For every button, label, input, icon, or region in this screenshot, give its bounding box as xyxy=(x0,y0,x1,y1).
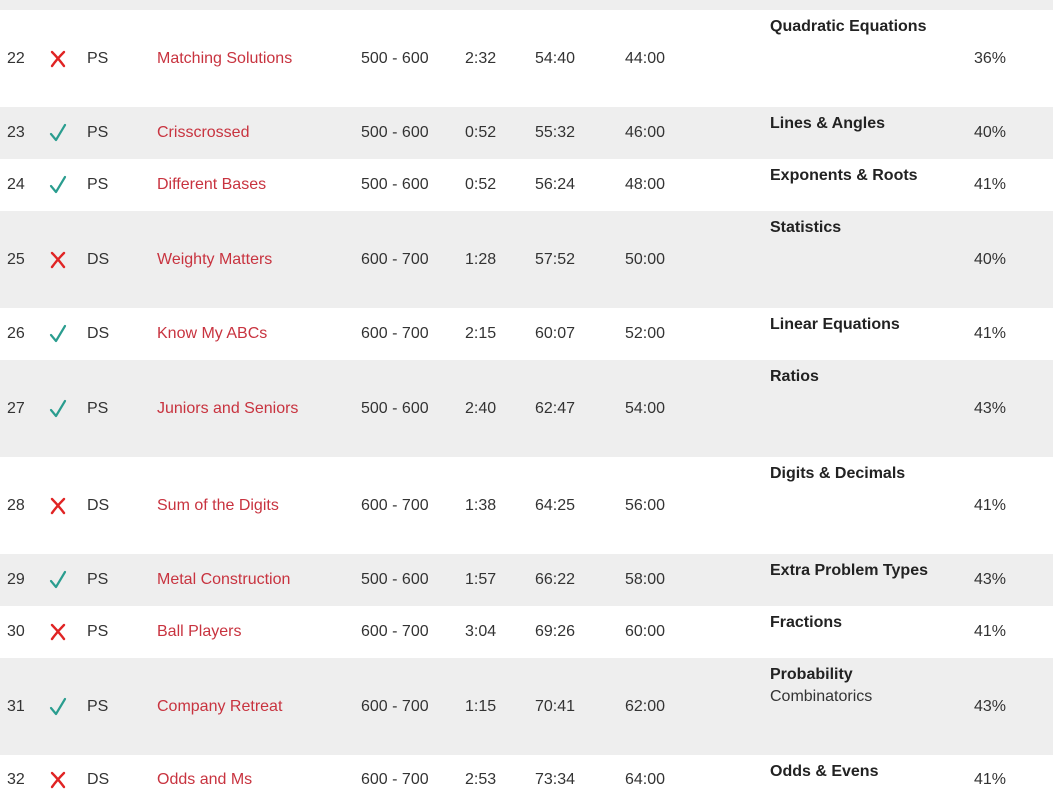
question-type: PS xyxy=(87,623,109,640)
question-title-link[interactable]: Crisscrossed xyxy=(157,124,250,141)
question-type: PS xyxy=(87,697,109,715)
checkmark-icon xyxy=(47,696,69,718)
question-number: 32 xyxy=(7,771,25,788)
topic-label: Digits & Decimals xyxy=(770,465,906,482)
difficulty-range: 600 - 700 xyxy=(361,623,429,640)
target-time: 46:00 xyxy=(625,124,666,141)
question-number: 29 xyxy=(7,571,25,588)
time-spent: 1:38 xyxy=(465,496,497,514)
table-row xyxy=(0,755,1053,805)
elapsed-time: 54:40 xyxy=(535,49,576,67)
question-type: DS xyxy=(87,325,110,342)
topics-cell xyxy=(770,612,842,634)
time-spent: 2:15 xyxy=(465,325,497,342)
question-type: DS xyxy=(87,496,110,514)
topic-label: Statistics xyxy=(770,219,842,236)
table-row xyxy=(0,658,1053,755)
target-time: 62:00 xyxy=(625,697,666,715)
topic-label: Ratios xyxy=(770,368,819,385)
elapsed-time: 70:41 xyxy=(535,697,576,715)
question-title-link[interactable]: Weighty Matters xyxy=(157,250,273,268)
topics-cell xyxy=(770,217,841,239)
time-spent: 2:53 xyxy=(465,771,497,788)
question-number: 24 xyxy=(7,176,25,193)
difficulty-range: 600 - 700 xyxy=(361,771,429,788)
question-title-link[interactable]: Matching Solutions xyxy=(157,49,293,67)
percent-correct: 41% xyxy=(974,623,1007,640)
topics-cell xyxy=(770,560,928,582)
elapsed-time: 56:24 xyxy=(535,176,576,193)
topics-cell xyxy=(770,16,926,38)
target-time: 48:00 xyxy=(625,176,666,193)
target-time: 64:00 xyxy=(625,771,666,788)
elapsed-time: 69:26 xyxy=(535,623,576,640)
topic-label: Probability xyxy=(770,666,853,683)
percent-correct: 41% xyxy=(974,176,1007,193)
cross-icon xyxy=(47,48,69,70)
table-row xyxy=(0,211,1053,308)
topic-label: Lines & Angles xyxy=(770,115,885,132)
checkmark-icon xyxy=(47,174,69,196)
topics-cell xyxy=(770,463,905,485)
topics-cell xyxy=(770,314,900,336)
topic-label: Exponents & Roots xyxy=(770,167,918,184)
percent-correct: 41% xyxy=(974,325,1007,342)
question-title-link[interactable]: Juniors and Seniors xyxy=(157,399,299,417)
table-row xyxy=(0,10,1053,107)
table-row xyxy=(0,159,1053,211)
target-time: 44:00 xyxy=(625,49,666,67)
percent-correct: 41% xyxy=(974,496,1007,514)
question-type: PS xyxy=(87,49,109,67)
question-type: PS xyxy=(87,571,109,588)
topics-cell xyxy=(770,664,872,708)
checkmark-icon xyxy=(47,122,69,144)
table-row xyxy=(0,606,1053,658)
time-spent: 1:28 xyxy=(465,250,497,268)
question-title-link[interactable]: Know My ABCs xyxy=(157,325,268,342)
time-spent: 2:40 xyxy=(465,399,497,417)
question-number: 31 xyxy=(7,697,25,715)
question-type: PS xyxy=(87,176,109,193)
table-body xyxy=(0,10,1053,805)
target-time: 54:00 xyxy=(625,399,666,417)
topics-cell xyxy=(770,165,918,187)
elapsed-time: 62:47 xyxy=(535,399,576,417)
table-row xyxy=(0,360,1053,457)
time-spent: 1:15 xyxy=(465,697,497,715)
percent-correct: 43% xyxy=(974,399,1007,417)
topic-label: Extra Problem Types xyxy=(770,562,928,579)
table-top-strip xyxy=(0,0,1053,10)
topic-label: Quadratic Equations xyxy=(770,18,927,35)
table-row xyxy=(0,554,1053,606)
topics-cell xyxy=(770,366,819,388)
question-number: 26 xyxy=(7,325,25,342)
subtopic-label: Combinatorics xyxy=(770,688,873,705)
percent-correct: 43% xyxy=(974,571,1007,588)
time-spent: 0:52 xyxy=(465,176,497,193)
question-title-link[interactable]: Company Retreat xyxy=(157,697,283,715)
target-time: 58:00 xyxy=(625,571,666,588)
difficulty-range: 500 - 600 xyxy=(361,49,429,67)
topic-label: Linear Equations xyxy=(770,316,900,333)
question-type: PS xyxy=(87,399,109,417)
question-type: PS xyxy=(87,124,109,141)
table-row xyxy=(0,308,1053,360)
difficulty-range: 600 - 700 xyxy=(361,496,429,514)
topic-label: Odds & Evens xyxy=(770,763,879,780)
cross-icon xyxy=(47,249,69,271)
question-number: 25 xyxy=(7,250,25,268)
elapsed-time: 66:22 xyxy=(535,571,576,588)
checkmark-icon xyxy=(47,569,69,591)
difficulty-range: 600 - 700 xyxy=(361,697,429,715)
question-number: 28 xyxy=(7,496,25,514)
question-number: 23 xyxy=(7,124,25,141)
question-title-link[interactable]: Metal Construction xyxy=(157,571,291,588)
difficulty-range: 500 - 600 xyxy=(361,176,429,193)
difficulty-range: 500 - 600 xyxy=(361,124,429,141)
cross-icon xyxy=(47,495,69,517)
percent-correct: 40% xyxy=(974,250,1007,268)
elapsed-time: 73:34 xyxy=(535,771,576,788)
question-type: DS xyxy=(87,250,110,268)
table-row xyxy=(0,107,1053,159)
difficulty-range: 500 - 600 xyxy=(361,399,429,417)
target-time: 50:00 xyxy=(625,250,666,268)
time-spent: 3:04 xyxy=(465,623,497,640)
topics-cell xyxy=(770,113,885,135)
difficulty-range: 600 - 700 xyxy=(361,250,429,268)
table-row xyxy=(0,457,1053,554)
question-title-link[interactable]: Ball Players xyxy=(157,623,242,640)
percent-correct: 40% xyxy=(974,124,1007,141)
question-number: 30 xyxy=(7,623,25,640)
elapsed-time: 55:32 xyxy=(535,124,576,141)
target-time: 52:00 xyxy=(625,325,666,342)
cross-icon xyxy=(47,769,69,791)
question-number: 22 xyxy=(7,49,25,67)
elapsed-time: 57:52 xyxy=(535,250,576,268)
topics-cell xyxy=(770,761,878,783)
cross-icon xyxy=(47,621,69,643)
difficulty-range: 500 - 600 xyxy=(361,571,429,588)
percent-correct: 43% xyxy=(974,697,1007,715)
target-time: 56:00 xyxy=(625,496,666,514)
difficulty-range: 600 - 700 xyxy=(361,325,429,342)
checkmark-icon xyxy=(47,323,69,345)
question-number: 27 xyxy=(7,399,25,417)
topic-label: Fractions xyxy=(770,614,843,631)
time-spent: 2:32 xyxy=(465,49,497,67)
question-type: DS xyxy=(87,771,110,788)
time-spent: 0:52 xyxy=(465,124,497,141)
question-title-link[interactable]: Sum of the Digits xyxy=(157,496,279,514)
checkmark-icon xyxy=(47,398,69,420)
percent-correct: 36% xyxy=(974,49,1007,67)
question-title-link[interactable]: Odds and Ms xyxy=(157,771,253,788)
elapsed-time: 64:25 xyxy=(535,496,576,514)
time-spent: 1:57 xyxy=(465,571,497,588)
target-time: 60:00 xyxy=(625,623,666,640)
percent-correct: 41% xyxy=(974,771,1007,788)
question-title-link[interactable]: Different Bases xyxy=(157,176,267,193)
elapsed-time: 60:07 xyxy=(535,325,576,342)
